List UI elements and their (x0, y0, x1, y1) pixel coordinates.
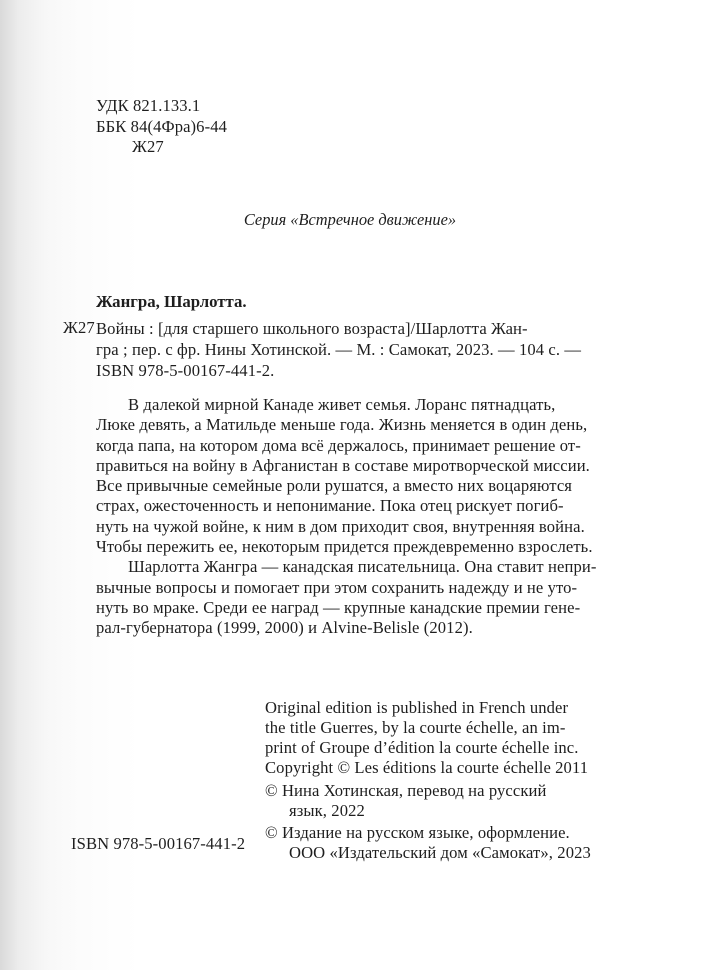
original-edition-line: print of Groupe d’édition la courte échelle inc. (265, 738, 579, 757)
annotation-line: Все привычные семейные роли рушатся, а вместо них воцаряются (96, 476, 573, 496)
annotation-line: вычные вопросы и помогает при этом сохранить надежду и не уто- (96, 577, 578, 597)
edition-copyright-line: © Издание на русском языке, оформление. (265, 823, 570, 842)
annotation-line: Люке девять, а Матильде меньше года. Жизнь меняется в один день, (96, 415, 588, 435)
annotation (96, 395, 596, 639)
biblio-author-sign: Ж27 (63, 318, 95, 337)
annotation-line: нуть во мраке. Среди ее наград — крупные канадские премии гене- (96, 597, 581, 617)
annotation-line: нуть на чужой войне, к ним в дом приходит своя, внутренняя война. (96, 516, 585, 536)
original-edition-line: the title Guerres, by la courte échelle, an im- (265, 718, 566, 737)
series-title: Серия «Встречное движение» (243, 210, 457, 229)
edition-copyright-line: ООО «Издательский дом «Самокат», 2023 (289, 843, 591, 862)
author-sign: Ж27 (132, 137, 164, 156)
author-heading: Жангра, Шарлотта. (96, 292, 247, 311)
translation-copyright-line: © Нина Хотинская, перевод на русский (265, 781, 547, 800)
annotation-line: когда папа, на котором дома всё держалось, принимает решение от- (96, 435, 581, 455)
annotation-line: страх, ожесточенность и непонимание. Пока отец рискует погиб- (96, 496, 564, 516)
biblio-line: гра ; пер. с фр. Нины Хотинской. — М. : Самокат, 2023. — 104 с. — (96, 340, 582, 359)
annotation-line: правиться на войну в Афганистан в составе миротворческой миссии. (96, 455, 590, 475)
biblio-line: ISBN 978-5-00167-441-2. (96, 361, 275, 380)
biblio-line: Войны : [для старшего школьного возраста]/Шарлотта Жан- (96, 319, 528, 338)
annotation-line: Шарлотта Жангра — канадская писательница. Она ставит непри- (128, 557, 597, 577)
isbn: ISBN 978-5-00167-441-2 (71, 834, 246, 853)
annotation-line: рал-губернатора (1999, 2000) и Alvine-Belisle (2012). (96, 618, 473, 638)
copyright-block (265, 698, 591, 863)
bibliographic-description (96, 318, 581, 381)
original-edition-line: Original edition is published in French under (265, 698, 569, 717)
udk-code: УДК 821.133.1 (96, 96, 201, 115)
annotation-line: Чтобы пережить ее, некоторым придется преждевременно взрослеть. (96, 537, 593, 557)
annotation-line: В далекой мирной Канаде живет семья. Лоранс пятнадцать, (128, 395, 556, 414)
bbk-code: ББК 84(4Фра)6-44 (96, 117, 228, 136)
original-edition-line: Copyright © Les éditions la courte échelle 2011 (265, 758, 589, 777)
translation-copyright-line: язык, 2022 (289, 801, 365, 820)
